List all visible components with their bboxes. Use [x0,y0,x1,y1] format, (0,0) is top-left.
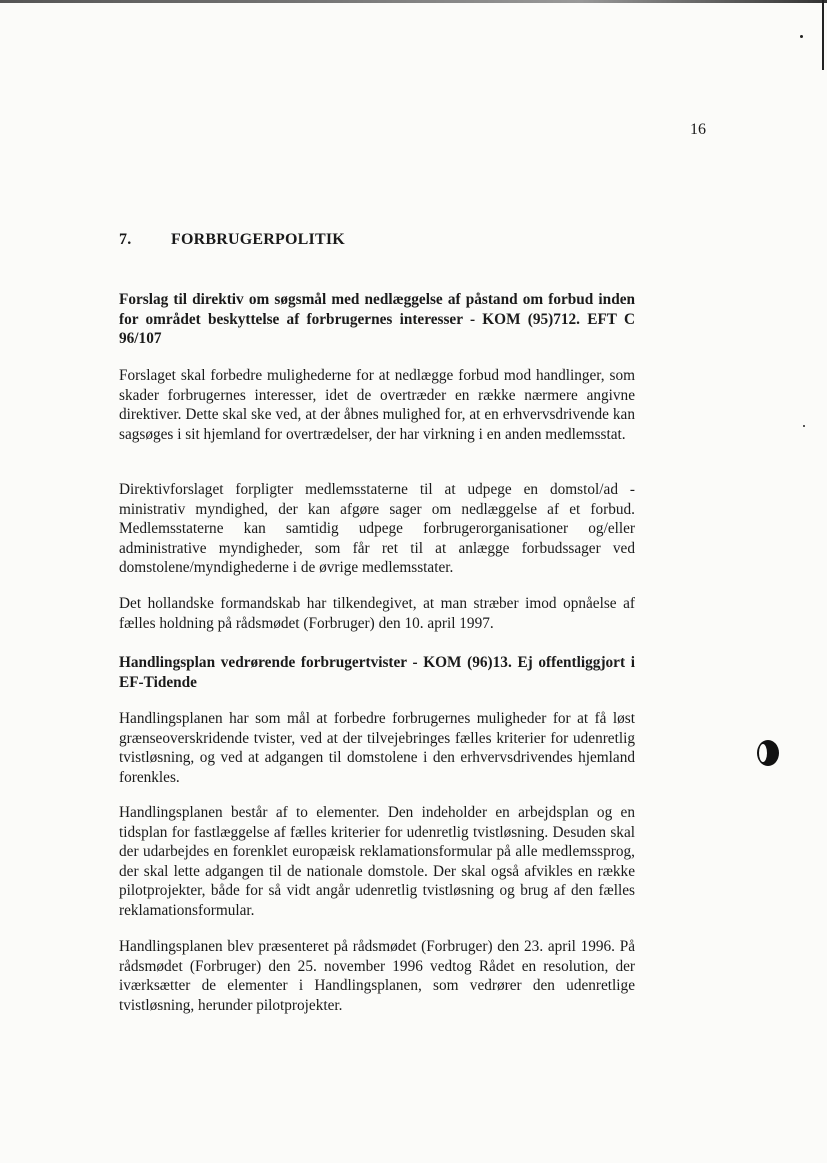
paragraph: Det hollandske formandskab har tilkendegivet, at man stræber imod opnåelse af fælles holdning på rådsmødet (Forbruger) den 10. april 1997. [119,595,635,632]
scan-speck [800,35,803,38]
paragraph: Direktivforslaget forpligter medlemsstaterne til at udpege en domstol/ad - ministrativ myndighed, der kan afgøre sager om nedlæggelse af et forbud. Medlemsstaterne kan samtidig udpege forbrugerorganisationer og/eller administrative myndigheder, som får ret til at anlægge forbudssager ved domstolene/myndighederne i de øvrige medlemsstater. [119,481,635,577]
scan-edge-top [0,0,827,3]
section-heading [119,231,345,249]
heading-action-plan: Handlingsplan vedrørende forbrugertvister - KOM (96)13. Ej offentliggjort i EF-Tidende [119,654,635,691]
scan-speck [803,425,805,427]
heading-proposal-directive: Forslag til direktiv om søgsmål med nedlæggelse af påstand om forbud inden for området beskyttelse af forbrugernes interesser - KOM (95)712. EFT C 96/107 [119,291,635,348]
paragraph: Handlingsplanen blev præsenteret på rådsmødet (Forbruger) den 23. april 1996. På rådsmødet (Forbruger) den 25. november 1996 vedtog Rådet en resolution, der iværksætter de elementer i Handlingsplanen, som vedrører den udenretlige tvistløsning, herunder pilotprojekter. [119,938,635,1014]
section-title: FORBRUGERPOLITIK [171,231,345,248]
paragraph: Handlingsplanen består af to elementer. Den indeholder en arbejdsplan og en tidsplan for fastlæggelse af fælles kriterier for udenretlig tvistløsning. Desuden skal der udarbejdes en forenklet europæisk reklamationsformular på alle medlemssprog, der skal lette adgangen til de nationale domstole. Der skal også afvikles en række pilotprojekter, både for så vidt angår udenretlig tvistløsning og brug af den fælles reklamationsformular. [119,804,635,919]
paragraph: Forslaget skal forbedre mulighederne for at nedlægge forbud mod handlinger, som skader forbrugernes interesser, idet de overtræder en række nærmere angivne direktiver. Dette skal ske ved, at der åbnes mulighed for, at en erhvervsdrivende kan sagsøges i sit hjemland for overtrædelser, der har virkning i en anden medlemsstat. [119,367,635,443]
scan-edge-right [822,0,824,70]
page-number: 16 [690,121,706,138]
section-number: 7. [119,231,132,248]
paragraph: Handlingsplanen har som mål at forbedre forbrugernes muligheder for at få løst grænseoverskridende tvister, ved at der tilvejebringes fælles kriterier for udenretlig tvistløsning, og ved at adgangen til domstolene i den erhvervsdrivendes hjemland forenkles. [119,710,635,786]
punch-hole-mark [757,740,779,766]
